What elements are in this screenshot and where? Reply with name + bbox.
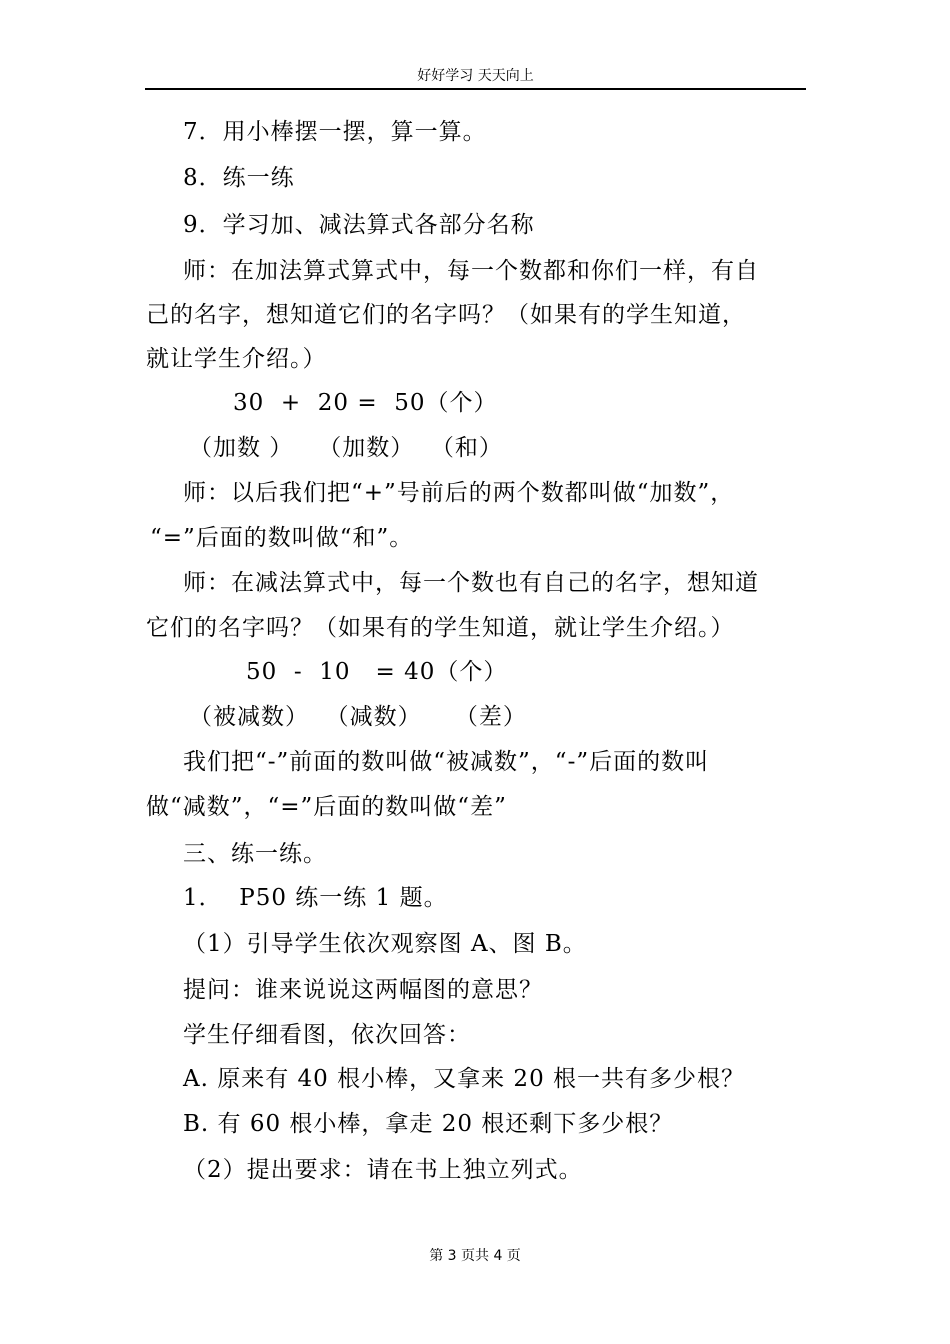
text-line: 8．练一练 — [183, 165, 295, 191]
text-line: 1． P50 练一练 1 题。 — [183, 885, 448, 911]
text-line: 师：在加法算式算式中，每一个数都和你们一样，有自 — [183, 258, 759, 284]
text-line: 它们的名字吗？（如果有的学生知道，就让学生介绍。） — [146, 615, 735, 641]
text-line: 提问：谁来说说这两幅图的意思？ — [183, 977, 543, 1003]
equation-labels: （被减数） （减数） （差） — [189, 704, 527, 730]
text-line: 我们把“-”前面的数叫做“被减数”，“-”后面的数叫 — [183, 749, 710, 775]
text-line: 9．学习加、减法算式各部分名称 — [183, 212, 535, 238]
text-line: 师：在减法算式中，每一个数也有自己的名字，想知道 — [183, 570, 759, 596]
text-line: 师：以后我们把“+”号前后的两个数都叫做“加数”， — [183, 480, 735, 506]
equation-labels: （加数 ） （加数） （和） — [189, 435, 503, 461]
text-line: （2）提出要求：请在书上独立列式。 — [183, 1157, 583, 1183]
text-line: 做“减数”，“=”后面的数叫做“差” — [146, 794, 507, 820]
text-line: 就让学生介绍。） — [146, 346, 327, 372]
section-heading: 三、练一练。 — [183, 841, 327, 867]
page-header: 好好学习 天天向上 — [145, 66, 806, 90]
page-footer: 第 3 页共 4 页 — [429, 1248, 521, 1264]
text-line: “=”后面的数叫做“和”。 — [150, 525, 414, 551]
equation-line: 50 - 10 = 40（个） — [246, 659, 508, 685]
text-line: 学生仔细看图，依次回答： — [183, 1022, 471, 1048]
text-line: （1）引导学生依次观察图 A、图 B。 — [183, 931, 587, 957]
text-line: 己的名字，想知道它们的名字吗？（如果有的学生知道， — [146, 302, 746, 328]
text-line: A. 原来有 40 根小棒，又拿来 20 根一共有多少根？ — [183, 1066, 746, 1092]
equation-line: 30 + 20 = 50（个） — [233, 390, 498, 416]
text-line: B. 有 60 根小棒，拿走 20 根还剩下多少根？ — [183, 1111, 674, 1137]
text-line: 7．用小棒摆一摆，算一算。 — [183, 119, 487, 145]
